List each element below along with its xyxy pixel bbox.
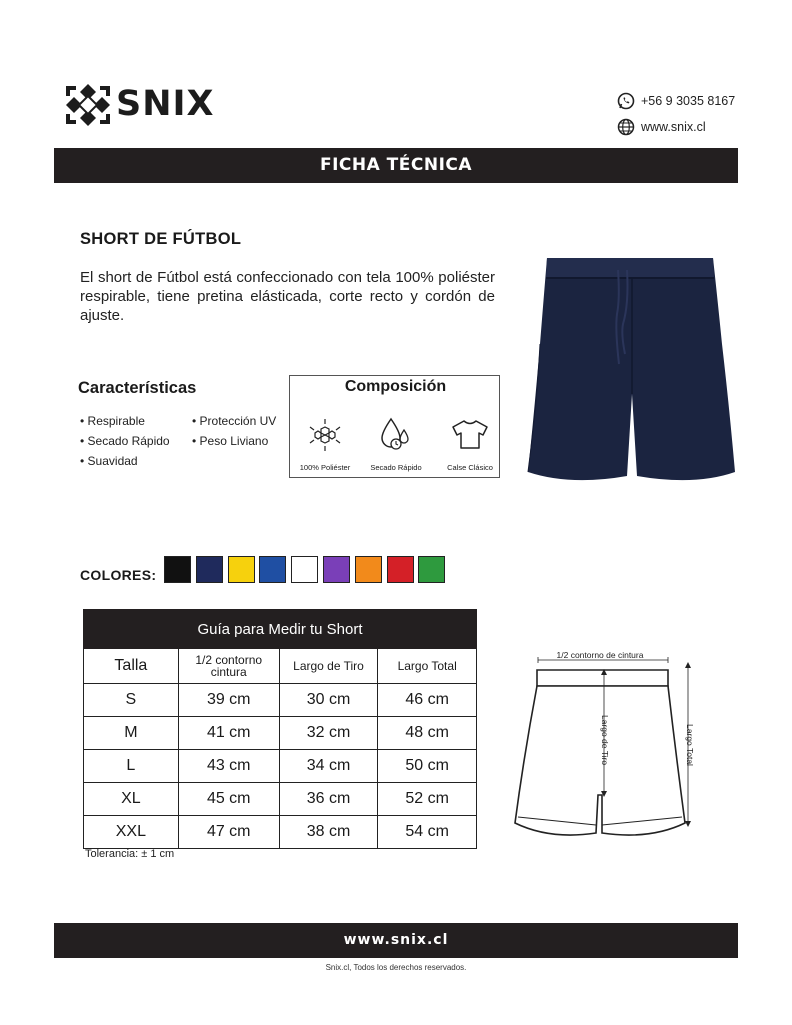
table-cell: 39 cm <box>178 684 279 717</box>
feature-item: • Secado Rápido <box>80 434 170 448</box>
fabric-hexagon-icon <box>308 418 342 452</box>
total-length-label: Largo Total <box>685 724 695 766</box>
column-header: 1/2 contorno cintura <box>178 649 279 684</box>
colors-label: COLORES: <box>80 567 157 583</box>
composition-title: Composición <box>344 378 447 395</box>
table-cell: 36 cm <box>279 783 378 816</box>
table-row <box>84 783 477 816</box>
composition-box <box>289 375 500 478</box>
table-cell: 30 cm <box>279 684 378 717</box>
features-title: Características <box>78 379 197 397</box>
color-swatch[interactable] <box>196 556 223 583</box>
color-swatch[interactable] <box>291 556 318 583</box>
website-contact[interactable] <box>617 118 706 136</box>
phone-number: +56 9 3035 8167 <box>641 94 736 108</box>
composition-label: Calse Clásico <box>447 463 493 472</box>
column-header: Largo Total <box>378 649 477 684</box>
table-cell: 41 cm <box>178 717 279 750</box>
composition-label: Secado Rápido <box>370 463 422 472</box>
feature-item: • Protección UV <box>192 414 276 428</box>
website-link: www.snix.cl <box>641 120 706 134</box>
table-cell: XL <box>84 783 179 816</box>
column-header: Talla <box>84 649 179 684</box>
brand-name: SNIX <box>116 84 215 124</box>
table-cell: L <box>84 750 179 783</box>
whatsapp-icon <box>617 92 635 110</box>
color-swatch[interactable] <box>355 556 382 583</box>
table-cell: 32 cm <box>279 717 378 750</box>
feature-item: • Suavidad <box>80 454 138 468</box>
phone-contact[interactable] <box>617 92 735 110</box>
size-guide-table <box>83 609 477 849</box>
table-cell: 38 cm <box>279 816 378 849</box>
color-swatch[interactable] <box>387 556 414 583</box>
table-cell: 52 cm <box>378 783 477 816</box>
column-header: Largo de Tiro <box>279 649 378 684</box>
table-cell: 46 cm <box>378 684 477 717</box>
table-cell: M <box>84 717 179 750</box>
globe-icon <box>617 118 635 136</box>
table-caption: Guía para Medir tu Short <box>84 610 477 649</box>
table-cell: 47 cm <box>178 816 279 849</box>
waist-label: 1/2 contorno de cintura <box>556 650 644 660</box>
header-title-bar: FICHA TÉCNICA <box>54 148 738 183</box>
table-row <box>84 684 477 717</box>
copyright-text: Snix.cl, Todos los derechos reservados. <box>325 963 467 972</box>
color-swatch[interactable] <box>323 556 350 583</box>
product-title: SHORT DE FÚTBOL <box>80 230 242 248</box>
table-cell: 43 cm <box>178 750 279 783</box>
color-swatch[interactable] <box>259 556 286 583</box>
footer-website-bar[interactable]: www.snix.cl <box>54 923 738 958</box>
tshirt-icon <box>450 418 490 450</box>
table-cell: 34 cm <box>279 750 378 783</box>
rise-label: Largo de Tiro <box>600 714 610 766</box>
table-cell: S <box>84 684 179 717</box>
color-swatch[interactable] <box>418 556 445 583</box>
table-cell: 48 cm <box>378 717 477 750</box>
table-cell: 54 cm <box>378 816 477 849</box>
table-row <box>84 750 477 783</box>
product-description: El short de Fútbol está confeccionado con tela 100% poliéster respirable, tiene pretina elásticada, corte recto y cordón de ajuste. <box>80 269 495 324</box>
color-swatch[interactable] <box>164 556 191 583</box>
composition-label: 100% Poliéster <box>299 463 351 472</box>
table-row <box>84 717 477 750</box>
table-cell: XXL <box>84 816 179 849</box>
shorts-measurement-diagram <box>510 645 710 845</box>
color-swatch[interactable] <box>228 556 255 583</box>
feature-item: • Peso Liviano <box>192 434 268 448</box>
table-cell: 50 cm <box>378 750 477 783</box>
product-shorts-image <box>525 254 740 486</box>
water-drop-icon <box>378 416 412 452</box>
table-row <box>84 816 477 849</box>
feature-item: • Respirable <box>80 414 145 428</box>
table-cell: 45 cm <box>178 783 279 816</box>
snix-diamond-logo-icon <box>64 82 112 128</box>
tolerance-note: Tolerancia: ± 1 cm <box>85 848 175 860</box>
